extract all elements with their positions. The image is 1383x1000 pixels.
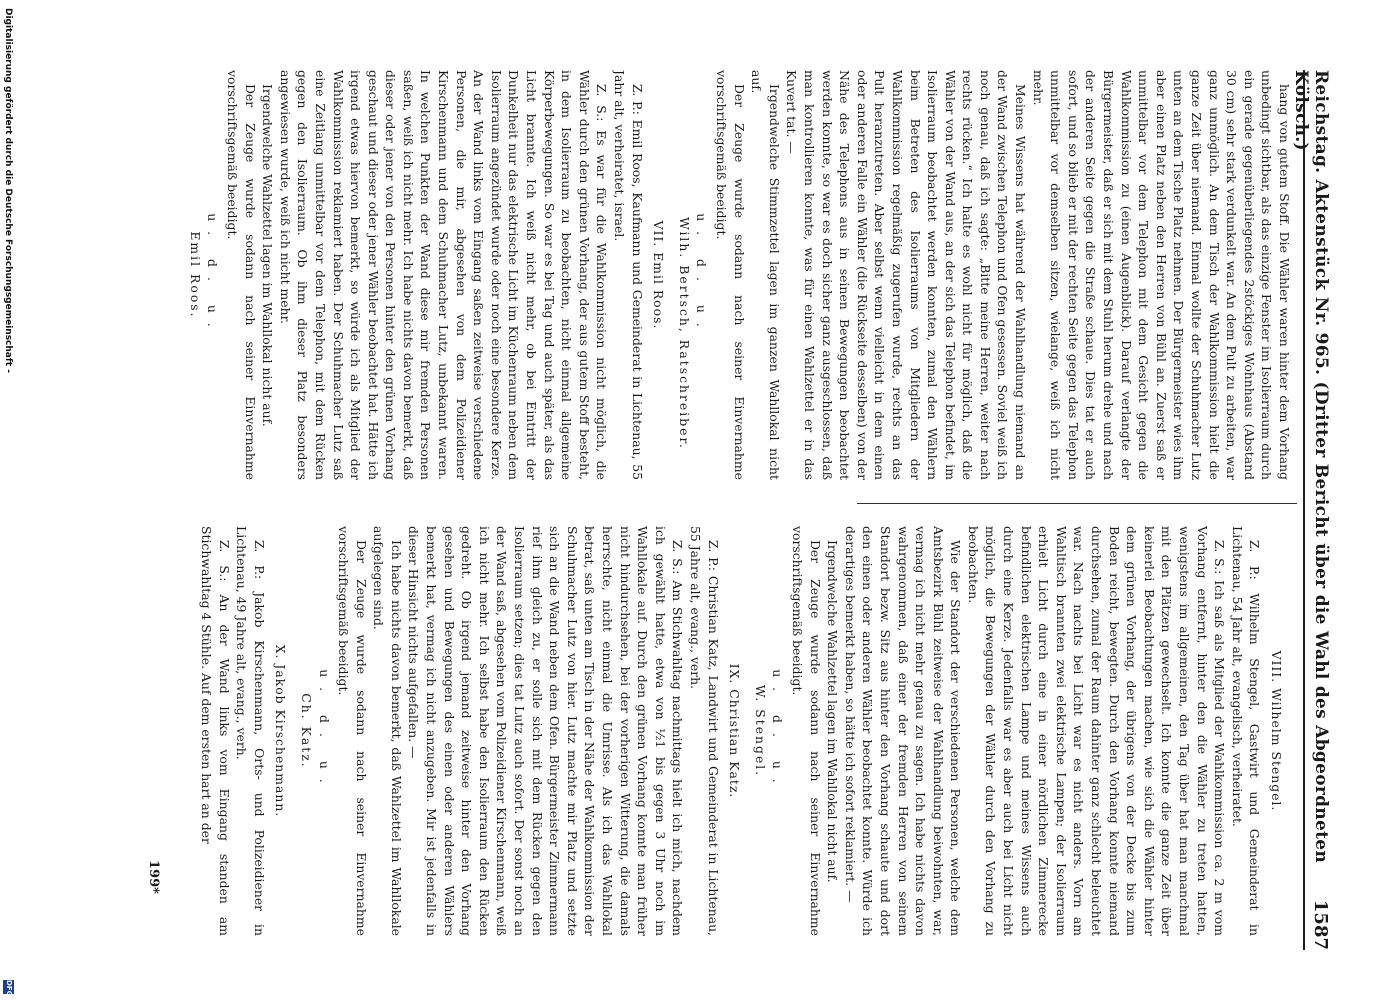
right-column-name: W. Stengel. <box>752 684 768 778</box>
left-column-paragraph: Der Zeuge wurde sodann nach seiner Einvernahme vorschriftsgemäß beeidigt. <box>224 70 258 480</box>
right-column-paragraph: Z. P.: Christian Katz, Landwirt und Gemeinderat in Lichtenau, 55 Jahre alt, evang., verh. <box>688 526 721 936</box>
page-header <box>1291 70 1333 950</box>
left-column <box>168 70 1293 480</box>
right-column-paragraph: Der Zeuge wurde sodann nach seiner Einvernahme vorschriftsgemäß beeidigt. <box>336 526 369 936</box>
right-column-name: Ch. Katz. <box>298 693 314 769</box>
right-column-heading: X. Jakob Kirschenmann. <box>273 644 289 818</box>
digitization-footer <box>1 0 13 1000</box>
right-column-paragraph: Z. S.: Ich saß als Mitglied der Wahlkommission ca. 2 m vom Vorhang entfernt, hinter den die Wähler zu treten hatten, wenigstens im allgemeinen, den Tag über hat man manchmal mit den Plätzen gewechselt. Ich konnte die ganze Zeit über keinerlei Beobachtungen machen, wie sich die Wähler hinter dem grünen Vorhang, der übrigens von der Decke bis zum Boden reicht, bewegten. Durch den Vorhang konnte niemand durchsehen, zumal der Raum dahinter ganz schlecht beleuchtet war. Nach nachts bei Licht war es nicht anders. Vorn am Wahltisch brannten zwei elektrische Lampen; der Isolierraum erhielt Licht durch eine in einer nördlichen Zimmerecke befindlichen elektrischen Lampe und meines Wissens auch durch eine Kerze. Jedenfalls war es aber auch bei Licht nicht möglich, die Bewegungen der Wähler durch den Vorhang zu beobachten. <box>965 526 1228 936</box>
right-column-paragraph: Wie der Standort der verschiedenen Personen, welche dem Amtsbezirk Bühl zeitweise der Wahlhandlung beiwohnten, war, vermag ich nicht mehr genau zu sagen. Ich habe nichts davon wahrgenommen, daß einer der fremden Herren von seinem Standort bezw. Sitz aus hinter den Vorhang schaute und dort den einen oder anderen Wähler beobachtet konnte. Würde ich derartiges bemerkt haben, so hätte ich sofort reklamiert. — <box>842 526 964 936</box>
footer-text: Digitalisierung gefördert durch die Deutsche Forschungsgemeinschaft - <box>3 8 13 373</box>
document-page <box>68 70 1333 950</box>
left-column-sig: Wilh. Bertsch, Ratschreiber. <box>676 216 692 450</box>
header-title: Reichstag. Aktenstück Nr. 965. (Dritter Bericht über die Wahl des Abgeordneten Kölsch.) <box>1291 70 1331 864</box>
right-column-heading: IX. Christian Katz. <box>727 663 743 799</box>
left-column-paragraph: Z. P.: Emil Roos, Kaufmann und Gemeinderat in Lichtenau, 55 Jahr alt, verheiratet, israel. <box>612 70 645 480</box>
right-column-paragraph: Z. P.: Jakob Kirschenmann, Orts- und Polizeidiener in Lichtenau, 49 Jahre alt, evang., verh. <box>234 526 267 936</box>
right-column-paragraph: Z. S.: An der Wand links vom Eingang standen am Stichwahltag 4 Stühle. Auf dem ersten hart an der <box>198 526 232 936</box>
left-column-name: Emil Roos. <box>187 231 203 319</box>
right-column-udu: u. d. u. <box>316 669 332 793</box>
right-column-paragraph: Ich habe nichts davon bemerkt, daß Wahlzettel im Wahllokale aufgelegen sind. <box>371 526 404 936</box>
right-column-paragraph: Z. P.: Wilhelm Stengel, Gastwirt und Gemeinderat in Lichtenau, 54 Jahr alt, evangelisch, verheiratet. <box>1229 526 1263 936</box>
right-column-heading: VIII. Wilhelm Stengel. <box>1269 650 1284 812</box>
right-column-udu: u. d. u. <box>770 669 786 793</box>
left-column-udu: u. d. u. <box>694 213 710 337</box>
left-column-paragraph: Irgendwelche Wahlzettel lagen im Wahllokal nicht auf. <box>260 84 276 427</box>
left-column-paragraph: Der Zeuge wurde sodann nach seiner Einvernahme vorschriftsgemäß beeidigt. <box>714 70 747 480</box>
left-column-udu: u. d. u. <box>205 213 221 337</box>
left-column-heading: VII. Emil Roos. <box>651 220 667 330</box>
column-divider <box>857 503 1297 504</box>
right-column <box>168 526 1293 936</box>
left-column-paragraph: Meines Wissens hat während der Wahlhandlung niemand an der Wand zwischen Telephon und Ofen gesessen. Soviel weiß ich noch genau, daß ich sagte: „Bitte meine Herren, weiter nach rechts rücken.“ Ich halte es wohl nicht für möglich, daß die Wähler von der Wand aus, an der sich das Telephon befindet, im Isolierraum beobachtet werden konnten, zumal den Wählern beim Betreten des Isolierraums von Mitgliedern der Wahlkommission regelmäßig zugerufen wurde, rechts an das Pult heranzutreten. Aber selbst wenn vielleicht in dem einen oder anderen Falle ein Wähler (die Rückseite desselben) von der Nähe des Telephons aus in seinen Bewegungen beobachtet werden konnte, so war es doch sicher ganz ausgeschlossen, daß man kontrollieren konnte, was für einen Wahlzettel er in das Kuvert tat. — <box>784 70 1029 480</box>
page-number: 1587 <box>1310 899 1331 950</box>
signature-mark: 199* <box>146 860 161 894</box>
right-column-paragraph: Der Zeuge wurde sodann nach seiner Einvernahme vorschriftsgemäß beeidigt. <box>789 526 823 936</box>
right-column-paragraph: Irgendwelche Wahlzettel lagen im Wahllokal nicht auf. <box>825 540 841 883</box>
left-column-paragraph: hang von gutem Stoff. Die Wähler waren hinter dem Vorhang unbedingt sichtbar, als das einzige Fenster im Isolierraum durch ein gerade gegenüberliegendes 2stöckiges Wohnhaus (Abstand 30 cm) sehr stark verdunkelt war. An dem Pult zu arbeiten, war ganz unmöglich. An dem Tisch der Wahlkommission hielt die ganze Zeit über niemand. Einmal wollte der Schuhmacher Lutz unten an dem Tische Platz nehmen. Der Bürgermeister wies ihm aber einen Platz neben den Herren von Bühl an. Zuerst saß er unmittelbar vor dem Telephon mit dem Gesicht gegen die Wahlkommission zu (einen Augenblick). Darauf verlangte der Bürgermeister, daß er sich mit dem Stuhl herum drehe und nach der anderen Seite gegen die Straße schaue. Dies tat er auch sofort, und so blieb er mit der rechten Seite gegen das Telephon unmittelbar vor demselben sitzen, wielange, weiß ich nicht mehr. <box>1030 70 1292 480</box>
left-column-paragraph: Irgendwelche Stimmzettel lagen im ganzen Wahllokal nicht auf. <box>749 70 782 480</box>
dfg-logo-icon: DFG <box>5 980 13 997</box>
right-column-paragraph: Z. S.: Am Stichwahltag nachmittags hielt ich mich, nachdem ich gewählt hatte, etwa von ½1 bis gegen 3 Uhr noch im Wahllokale auf. Durch den grünen Vorhang konnte man früher nicht hindurchsehen, bei der vorherigen Witterung, die damals herrschte, nicht einmal die Umrisse. Als ich das Wahllokal betrat, saß unten am Tisch in der Nähe der Wahlkommission der Schuhmacher Lutz von hier. Lutz machte mir Platz und setzte sich an die Wand neben dem Ofen. Bürgermeister Zimmermann rief ihm gleich zu, er solle sich mit dem Rücken gegen den Isolierraum setzen; dies tat Lutz auch sofort. Der sonst noch an der Wand saß, abgesehen vom Polizeidiener Kirschenmann, weiß ich nicht mehr. Ich selbst habe den Isolierraum den Rücken gedreht. Ob irgend jemand zeitweise hinter den Vorhang gesehen und Bewegungen des einen oder anderen Wählers bemerkt hat, vermag ich nicht anzugeben. Mir ist jedenfalls in dieser Hinsicht nichts aufgefallen. — <box>406 526 686 936</box>
left-column-paragraph: Z. S.: Es war für die Wahlkommission nicht möglich, die Wähler durch den grünen Vorhang, der aus gutem Stoff besteht, in dem Isolierraum zu beobachten, nicht einmal allgemeine Körperbewegungen. So war es bei Tag und auch später, als das Licht brannte. Ich weiß nicht mehr, ob bei Eintritt der Dunkelheit nur das elektrische Licht im Küchenraum neben dem Isolierraum angezündet wurde oder noch eine besondere Kerze. An der Wand links vom Eingang saßen zeitweise verschiedene Personen, die mir, abgesehen von dem Polizeidiener Kirschenmann und dem Schuhmacher Lutz, unbekannt waren. In welchen Punkten der Wand diese mir fremden Personen saßen, weiß ich nicht mehr. Ich habe nichts davon bemerkt, daß dieser oder jener von den Personen hinter den grünen Vorhang geschaut und dieser oder jener Wähler beobachtet hat. Hätte ich irgend etwas hiervon bemerkt, so würde ich als Mitglied der Wahlkommission reklamiert haben. Der Schuhmacher Lutz saß eine Zeitlang unmittelbar vor dem Telephon, mit dem Rücken gegen den Isolierraum. Ob ihm dieser Platz besonders angewiesen wurde, weiß ich nicht mehr. <box>277 70 610 480</box>
